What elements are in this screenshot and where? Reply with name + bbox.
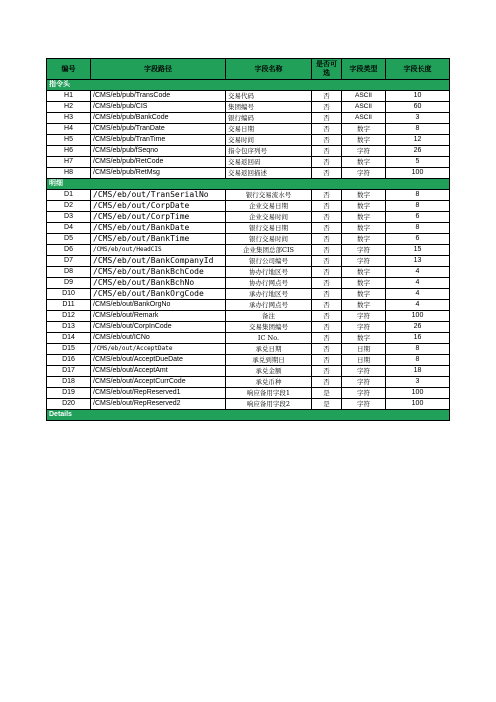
row-length: 12: [386, 135, 450, 146]
row-length: 60: [386, 102, 450, 113]
row-field-name: 企业交易日期: [226, 201, 312, 212]
row-id: D13: [47, 322, 91, 333]
table-row: [47, 289, 450, 300]
row-type: 数字: [342, 157, 386, 168]
row-path: /CMS/eb/out/AcceptAmt: [91, 366, 226, 377]
table-row: [47, 91, 450, 102]
row-field-name: 交易日期: [226, 124, 312, 135]
row-length: 8: [386, 190, 450, 201]
row-id: D16: [47, 355, 91, 366]
table-row: [47, 201, 450, 212]
row-id: H3: [47, 113, 91, 124]
row-id: D11: [47, 300, 91, 311]
row-path: /CMS/eb/out/AcceptDueDate: [91, 355, 226, 366]
table-row: [47, 102, 450, 113]
row-type: 数字: [342, 135, 386, 146]
row-path: /CMS/eb/pub/CIS: [91, 102, 226, 113]
row-length: 100: [386, 168, 450, 179]
table-row: [47, 124, 450, 135]
row-optional: 否: [312, 300, 342, 311]
row-id: D10: [47, 289, 91, 300]
row-field-name: 银行编码: [226, 113, 312, 124]
row-field-name: 银行交易时间: [226, 234, 312, 245]
row-field-name: 集团编号: [226, 102, 312, 113]
table-row: [47, 267, 450, 278]
row-optional: 否: [312, 124, 342, 135]
section-row-header: [47, 80, 450, 91]
row-optional: 否: [312, 91, 342, 102]
table-row: [47, 190, 450, 201]
row-path: /CMS/eb/out/BankCompanyId: [91, 256, 226, 267]
row-optional: 否: [312, 190, 342, 201]
table-row: [47, 333, 450, 344]
row-type: 字符: [342, 377, 386, 388]
row-length: 26: [386, 146, 450, 157]
table-row: [47, 135, 450, 146]
row-field-name: 备注: [226, 311, 312, 322]
row-type: 数字: [342, 267, 386, 278]
row-id: D5: [47, 234, 91, 245]
row-optional: 否: [312, 102, 342, 113]
row-id: D2: [47, 201, 91, 212]
row-field-name: 企业集团总部CIS: [226, 245, 312, 256]
row-field-name: 承兑到期日: [226, 355, 312, 366]
row-id: D3: [47, 212, 91, 223]
row-id: D18: [47, 377, 91, 388]
table-row: [47, 355, 450, 366]
row-field-name: 响应备用字段1: [226, 388, 312, 399]
row-optional: 否: [312, 146, 342, 157]
row-id: D6: [47, 245, 91, 256]
row-id: H6: [47, 146, 91, 157]
row-id: D7: [47, 256, 91, 267]
col-header-path: 字段路径: [91, 59, 226, 80]
field-spec-table: [46, 58, 450, 421]
row-type: 日期: [342, 344, 386, 355]
row-field-name: 银行公司编号: [226, 256, 312, 267]
row-path: /CMS/eb/out/ICNo: [91, 333, 226, 344]
row-optional: 否: [312, 278, 342, 289]
row-id: D19: [47, 388, 91, 399]
section-row-detail: [47, 179, 450, 190]
row-optional: 否: [312, 223, 342, 234]
col-header-length: 字段长度: [386, 59, 450, 80]
table-row: [47, 300, 450, 311]
row-field-name: 承办行地区号: [226, 289, 312, 300]
row-length: 100: [386, 388, 450, 399]
row-optional: 否: [312, 377, 342, 388]
row-field-name: 交易返回描述: [226, 168, 312, 179]
row-type: 字符: [342, 322, 386, 333]
row-path: /CMS/eb/out/AcceptCurrCode: [91, 377, 226, 388]
row-id: D15: [47, 344, 91, 355]
row-path: /CMS/eb/out/BankOrgCode: [91, 289, 226, 300]
table-row: [47, 223, 450, 234]
row-id: H2: [47, 102, 91, 113]
col-header-type: 字段类型: [342, 59, 386, 80]
row-length: 10: [386, 91, 450, 102]
row-field-name: 协办行网点号: [226, 278, 312, 289]
row-path: /CMS/eb/out/CorpInCode: [91, 322, 226, 333]
row-optional: 否: [312, 289, 342, 300]
table-row: [47, 344, 450, 355]
table-row: [47, 377, 450, 388]
row-optional: 否: [312, 234, 342, 245]
row-optional: 是: [312, 388, 342, 399]
row-optional: 否: [312, 344, 342, 355]
table-row: [47, 256, 450, 267]
row-path: /CMS/eb/out/HeadCIS: [91, 245, 226, 256]
row-type: ASCII: [342, 102, 386, 113]
row-type: 字符: [342, 366, 386, 377]
row-length: 13: [386, 256, 450, 267]
row-optional: 否: [312, 135, 342, 146]
row-path: /CMS/eb/out/RepReserved1: [91, 388, 226, 399]
row-optional: 否: [312, 256, 342, 267]
row-field-name: 响应备用字段2: [226, 399, 312, 410]
row-path: /CMS/eb/out/CorpTime: [91, 212, 226, 223]
row-length: 3: [386, 113, 450, 124]
row-id: H4: [47, 124, 91, 135]
row-length: 15: [386, 245, 450, 256]
row-length: 100: [386, 399, 450, 410]
row-field-name: 承办行网点号: [226, 300, 312, 311]
row-id: H1: [47, 91, 91, 102]
row-length: 4: [386, 267, 450, 278]
row-path: /CMS/eb/pub/RetCode: [91, 157, 226, 168]
row-field-name: 承兑币种: [226, 377, 312, 388]
row-id: D9: [47, 278, 91, 289]
row-id: D1: [47, 190, 91, 201]
row-optional: 否: [312, 366, 342, 377]
row-path: /CMS/eb/pub/fSeqno: [91, 146, 226, 157]
row-optional: 否: [312, 201, 342, 212]
table-row: [47, 322, 450, 333]
row-field-name: IC No.: [226, 333, 312, 344]
row-path: /CMS/eb/out/RepReserved2: [91, 399, 226, 410]
row-optional: 否: [312, 168, 342, 179]
row-length: 6: [386, 234, 450, 245]
table-row: [47, 146, 450, 157]
row-optional: 否: [312, 355, 342, 366]
row-length: 8: [386, 124, 450, 135]
table-row: [47, 168, 450, 179]
table-row: [47, 113, 450, 124]
row-length: 8: [386, 344, 450, 355]
row-optional: 否: [312, 113, 342, 124]
row-type: 数字: [342, 234, 386, 245]
row-optional: 否: [312, 311, 342, 322]
row-path: /CMS/eb/pub/TransCode: [91, 91, 226, 102]
table-row: [47, 245, 450, 256]
table-row: [47, 278, 450, 289]
table-row: [47, 388, 450, 399]
row-path: /CMS/eb/pub/TranDate: [91, 124, 226, 135]
col-header-name: 字段名称: [226, 59, 312, 80]
row-type: 字符: [342, 168, 386, 179]
row-id: D4: [47, 223, 91, 234]
table-row: [47, 311, 450, 322]
row-length: 18: [386, 366, 450, 377]
row-length: 16: [386, 333, 450, 344]
row-type: 数字: [342, 289, 386, 300]
row-type: 字符: [342, 388, 386, 399]
row-path: /CMS/eb/out/TranSerialNo: [91, 190, 226, 201]
row-field-name: 承兑金额: [226, 366, 312, 377]
header-row: [47, 59, 450, 80]
row-id: H8: [47, 168, 91, 179]
row-type: 日期: [342, 355, 386, 366]
row-id: D12: [47, 311, 91, 322]
row-id: D20: [47, 399, 91, 410]
row-id: D8: [47, 267, 91, 278]
row-length: 8: [386, 201, 450, 212]
row-field-name: 交易返回码: [226, 157, 312, 168]
table-row: [47, 366, 450, 377]
row-id: D17: [47, 366, 91, 377]
row-length: 4: [386, 300, 450, 311]
col-header-optional: 是否可选: [312, 59, 342, 80]
row-length: 4: [386, 289, 450, 300]
row-length: 6: [386, 212, 450, 223]
row-optional: 否: [312, 333, 342, 344]
row-field-name: 交易集团编号: [226, 322, 312, 333]
row-length: 8: [386, 223, 450, 234]
row-id: H7: [47, 157, 91, 168]
row-type: 字符: [342, 399, 386, 410]
row-type: 数字: [342, 278, 386, 289]
row-type: 数字: [342, 190, 386, 201]
row-type: ASCII: [342, 113, 386, 124]
row-type: 数字: [342, 201, 386, 212]
table-row: [47, 234, 450, 245]
table-row: [47, 399, 450, 410]
row-field-name: 交易代码: [226, 91, 312, 102]
row-optional: 否: [312, 157, 342, 168]
row-type: 数字: [342, 212, 386, 223]
row-field-name: 协办行地区号: [226, 267, 312, 278]
section-row-footer: [47, 410, 450, 421]
row-type: ASCII: [342, 91, 386, 102]
row-length: 100: [386, 311, 450, 322]
row-length: 3: [386, 377, 450, 388]
row-length: 4: [386, 278, 450, 289]
row-optional: 否: [312, 245, 342, 256]
row-field-name: 企业交易时间: [226, 212, 312, 223]
table-row: [47, 157, 450, 168]
row-length: 5: [386, 157, 450, 168]
row-path: /CMS/eb/out/Remark: [91, 311, 226, 322]
row-path: /CMS/eb/out/BankBchNo: [91, 278, 226, 289]
row-field-name: 银行交易流水号: [226, 190, 312, 201]
row-id: H5: [47, 135, 91, 146]
row-optional: 否: [312, 212, 342, 223]
row-field-name: 交易时间: [226, 135, 312, 146]
row-path: /CMS/eb/out/BankDate: [91, 223, 226, 234]
row-optional: 否: [312, 322, 342, 333]
row-path: /CMS/eb/out/BankOrgNo: [91, 300, 226, 311]
row-type: 字符: [342, 311, 386, 322]
row-type: 字符: [342, 245, 386, 256]
section-label-footer: Details: [47, 410, 450, 421]
row-optional: 是: [312, 399, 342, 410]
row-path: /CMS/eb/pub/BankCode: [91, 113, 226, 124]
row-type: 数字: [342, 333, 386, 344]
row-path: /CMS/eb/pub/RetMsg: [91, 168, 226, 179]
row-field-name: 承兑日期: [226, 344, 312, 355]
row-optional: 否: [312, 267, 342, 278]
section-label-header: 指令头: [47, 80, 450, 91]
row-field-name: 银行交易日期: [226, 223, 312, 234]
row-path: /CMS/eb/out/CorpDate: [91, 201, 226, 212]
row-length: 8: [386, 355, 450, 366]
row-field-name: 指令包序列号: [226, 146, 312, 157]
row-type: 字符: [342, 146, 386, 157]
section-label-detail: 明细: [47, 179, 450, 190]
table-row: [47, 212, 450, 223]
col-header-id: 编号: [47, 59, 91, 80]
row-type: 数字: [342, 223, 386, 234]
row-type: 数字: [342, 124, 386, 135]
row-id: D14: [47, 333, 91, 344]
row-path: /CMS/eb/out/AcceptDate: [91, 344, 226, 355]
row-type: 数字: [342, 300, 386, 311]
row-type: 字符: [342, 256, 386, 267]
row-path: /CMS/eb/pub/TranTime: [91, 135, 226, 146]
row-path: /CMS/eb/out/BankTime: [91, 234, 226, 245]
row-length: 26: [386, 322, 450, 333]
row-path: /CMS/eb/out/BankBchCode: [91, 267, 226, 278]
